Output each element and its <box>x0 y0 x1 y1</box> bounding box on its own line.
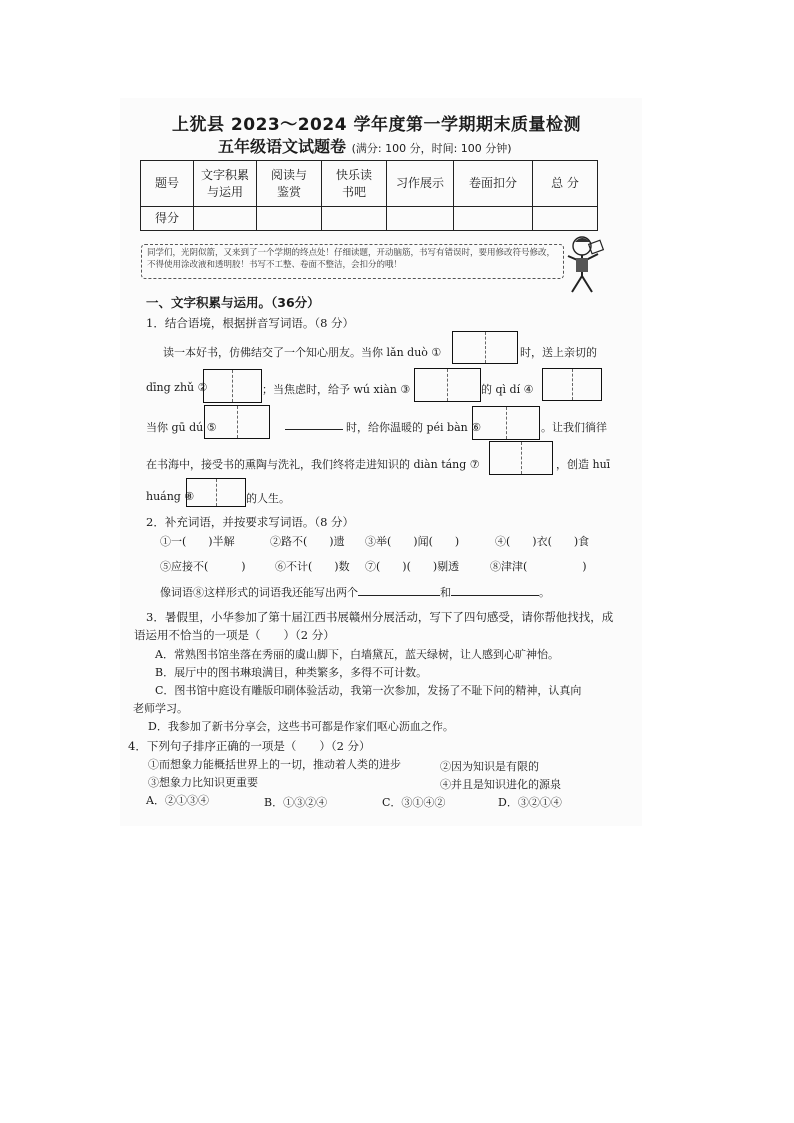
row-header-question-number: 题号 <box>141 161 194 207</box>
section-1-title: 一、文字积累与运用。（36分） <box>146 295 320 310</box>
answer-box-3[interactable] <box>414 368 481 402</box>
answer-box-5[interactable] <box>204 405 270 439</box>
q1-line-4b: ，创造 huī <box>556 458 611 471</box>
q1-line-5a: huáng ⑧ <box>146 490 195 503</box>
student-notice: 同学们，光阴似箭，又来到了一个学期的终点处！仔细读题，开动脑筋，书写有错误时，要用修改符号修改，不得使用涂改液和透明胶！书写不工整、卷面不整洁，会扣分的哦！ <box>141 244 564 279</box>
q2-item-1: ①一( )半解 <box>160 535 235 548</box>
answer-box-2[interactable] <box>203 369 262 403</box>
score-cell[interactable] <box>322 207 387 231</box>
score-time-note: (满分: 100 分，时间: 100 分钟) <box>351 142 512 155</box>
score-cell[interactable] <box>454 207 533 231</box>
q2-prompt: 2．补充词语，并按要求写词语。（8 分） <box>146 515 355 529</box>
score-cell[interactable] <box>257 207 322 231</box>
col-1-line-1: 文字积累 <box>200 167 249 182</box>
q4-sentence-2: ②因为知识是有限的 <box>440 760 539 773</box>
q3-option-a: A．常熟图书馆坐落在秀丽的虞山脚下，白墙黛瓦，蓝天绿树，让人感到心旷神怡。 <box>155 648 559 661</box>
q2-follow-and: 和 <box>440 586 451 599</box>
q4-choice-b: B．①③②④ <box>264 796 328 809</box>
q1-line-5b: 的人生。 <box>246 492 290 505</box>
exam-subtitle <box>218 134 512 157</box>
q4-prompt: 4．下列句子排序正确的一项是（ ）（2 分） <box>128 739 371 753</box>
col-3-line-2: 书吧 <box>341 184 366 199</box>
q1-line-1-end: 时，送上亲切的 <box>520 346 597 359</box>
q2-blank-2[interactable] <box>451 585 539 596</box>
paper-name: 五年级语文试题卷 <box>218 137 347 156</box>
q4-sentence-4: ④并且是知识进化的源泉 <box>440 778 561 791</box>
exam-title: 上犹县 2023～2024 学年度第一学期期末质量检测 <box>172 115 581 135</box>
col-header-4: 习作展示 <box>387 161 454 207</box>
q2-item-7: ⑦( )( )剔透 <box>365 560 460 573</box>
q1-line-1: 读一本好书，仿佛结交了一个知心朋友。当你 lǎn duò ① <box>163 346 442 359</box>
answer-box-1[interactable] <box>452 331 518 364</box>
q1-line-3c: 。让我们徜徉 <box>541 421 607 434</box>
col-3-line-1: 快乐读 <box>335 167 372 182</box>
q2-blank-1[interactable] <box>358 585 440 596</box>
q4-choice-c: C．③①④② <box>382 796 446 809</box>
col-header-5: 卷面扣分 <box>454 161 533 207</box>
col-1-line-2: 与运用 <box>206 184 243 199</box>
q2-item-4: ④( )衣( )食 <box>495 535 590 548</box>
q4-sentence-1: ①而想象力能概括世界上的一切，推动着人类的进步 <box>148 758 401 771</box>
row-header-score: 得分 <box>141 207 194 231</box>
q2-item-2: ②路不( )遗 <box>270 535 345 548</box>
q2-item-8: ⑧津津( ) <box>490 560 587 573</box>
col-2-line-1: 阅读与 <box>270 167 307 182</box>
col-header-6: 总 分 <box>533 161 598 207</box>
col-header-1 <box>194 161 257 207</box>
q4-choice-d: D．③②①④ <box>498 796 562 809</box>
score-cell[interactable] <box>387 207 454 231</box>
q1-line-2c: 的 qì dí ④ <box>481 383 534 396</box>
q1-line-2b: ；当焦虑时，给予 wú xiàn ③ <box>262 383 411 396</box>
q2-item-6: ⑥不计( )数 <box>275 560 350 573</box>
col-header-2 <box>257 161 322 207</box>
col-2-line-2: 鉴赏 <box>276 184 301 199</box>
col-header-3 <box>322 161 387 207</box>
q3-option-c-cont: 老师学习。 <box>133 702 188 715</box>
q1-line-3b: 时，给你温暖的 péi bàn ⑥ <box>346 421 482 434</box>
q3-prompt-2: 语运用不恰当的一项是（ ）（2 分） <box>134 628 335 642</box>
q2-item-3: ③举( )闻( ) <box>365 535 460 548</box>
q2-item-5: ⑤应接不( ) <box>160 560 246 573</box>
answer-box-7[interactable] <box>489 441 553 475</box>
answer-box-8[interactable] <box>186 478 246 507</box>
score-cell[interactable] <box>533 207 598 231</box>
q1-line-3a: 当你 gū dú ⑤ <box>146 421 217 434</box>
q1-line-2a: dīng zhǔ ② <box>146 381 208 394</box>
q3-option-d: D．我参加了新书分享会，这些书可都是作家们呕心沥血之作。 <box>148 720 454 733</box>
q2-follow-end: 。 <box>539 586 550 599</box>
q2-follow-up <box>160 584 550 600</box>
q1-line-3-blank[interactable] <box>285 419 343 433</box>
student-cartoon-icon <box>560 234 608 296</box>
q1-line-4a: 在书海中，接受书的熏陶与洗礼，我们终将走进知识的 diàn táng ⑦ <box>146 458 480 471</box>
q1-prompt: 1．结合语境，根据拼音写词语。（8 分） <box>146 316 355 330</box>
score-table <box>140 160 598 231</box>
q3-option-c: C．图书馆中庭设有雕版印刷体验活动，我第一次参加，发扬了不耻下问的精神，认真向 <box>155 684 582 697</box>
q3-prompt: 3．暑假里，小华参加了第十届江西书展赣州分展活动，写下了四句感受，请你帮他找找，成 <box>146 610 614 624</box>
answer-box-6[interactable] <box>472 406 540 440</box>
q4-choice-a: A．②①③④ <box>146 794 209 807</box>
answer-box-4[interactable] <box>542 368 602 401</box>
score-cell[interactable] <box>194 207 257 231</box>
q4-sentence-3: ③想象力比知识更重要 <box>148 776 258 789</box>
q2-follow-text: 像词语⑧这样形式的词语我还能写出两个 <box>160 586 358 599</box>
q3-option-b: B．展厅中的图书琳琅满目，种类繁多，多得不可计数。 <box>155 666 428 679</box>
